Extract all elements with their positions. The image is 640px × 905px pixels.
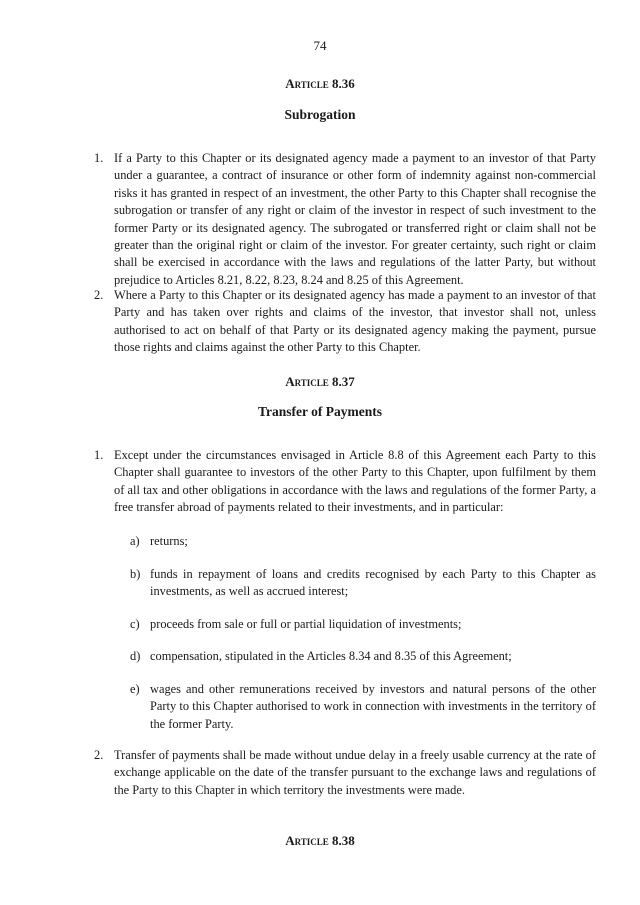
list-item-text: funds in repayment of loans and credits recognised by each Party to this Chapter as investments, as well as accrued interest;: [150, 567, 596, 599]
article-8-37-title: Transfer of Payments: [258, 404, 382, 419]
list-item-letter: e): [130, 682, 140, 696]
paragraph-number: 1.: [94, 448, 104, 462]
list-item-letter: d): [130, 649, 141, 663]
list-item-letter: c): [130, 617, 140, 631]
paragraph-text: If a Party to this Chapter or its designated agency made a payment to an investor of that Party under a guarantee, a contract of insurance or other form of indemnity against non-commercial risks it has granted in respect of an investment, the other Party to this Chapter shall recognise the subrogation or transfer of any right or claim of the investor in respect of such investment to the former Party or its designated agency. The subrogated or transferred right or claim shall not be greater than the original right or claim of the investor. For greater certainty, such right or claim shall be exercised in accordance with the laws and regulations of the latter Party, but without prejudice to Articles 8.21, 8.22, 8.23, 8.24 and 8.25 of this Agreement.: [114, 151, 596, 287]
paragraph-number: 1.: [94, 151, 104, 165]
list-item-text: compensation, stipulated in the Articles 8.34 and 8.35 of this Agreement;: [150, 649, 512, 663]
paragraph-text: Where a Party to this Chapter or its designated agency has made a payment to an investor of that Party and has taken over rights and claims of the investor, that investor shall not, unless authorised to act on behalf of that Party or its designated agency making the payment, pursue those rights and claims against the other Party to this Chapter.: [114, 288, 596, 355]
list-item-text: returns;: [150, 534, 188, 548]
article-8-38-heading: [0, 833, 640, 849]
list-item-letter: a): [130, 534, 140, 548]
list-item-text: proceeds from sale or full or partial liquidation of investments;: [150, 617, 462, 631]
article-number: 8.36: [332, 76, 355, 91]
article-8-36-heading: [0, 76, 640, 92]
paragraph-text: Except under the circumstances envisaged in Article 8.8 of this Agreement each Party to this Chapter shall guarantee to investors of the other Party to this Chapter, upon fulfilment by them of all tax and other obligations in accordance with the laws and regulations of the former Party, a free transfer abroad of payments related to their investments, and in particular:: [114, 448, 596, 515]
article-8-37-heading: [0, 374, 640, 390]
paragraph-text: Transfer of payments shall be made without undue delay in a freely usable currency at the rate of exchange applicable on the date of the transfer pursuant to the exchange laws and regulations of the Party to this Chapter in which territory the investments were made.: [114, 748, 596, 797]
article-number: 8.37: [332, 374, 355, 389]
paragraph-number: 2.: [94, 288, 104, 302]
list-item-letter: b): [130, 567, 141, 581]
page-number: 74: [313, 38, 327, 53]
article-number: 8.38: [332, 833, 355, 848]
paragraph-number: 2.: [94, 748, 104, 762]
list-item-text: wages and other remunerations received by investors and natural persons of the other Party to this Chapter authorised to work in connection with investments in the territory of the former Party.: [150, 682, 596, 731]
article-label: Article: [285, 76, 329, 91]
article-8-36-title: Subrogation: [284, 107, 356, 122]
article-label: Article: [285, 833, 329, 848]
article-label: Article: [285, 374, 329, 389]
